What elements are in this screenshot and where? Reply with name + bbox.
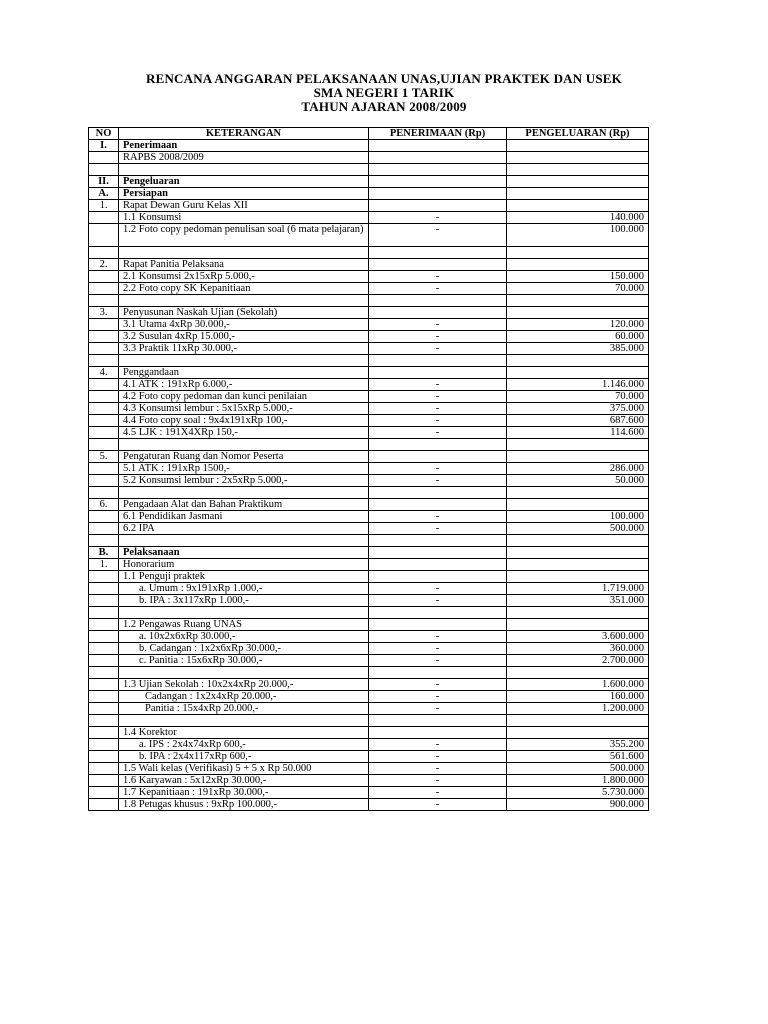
- pengeluaran-cell: 360.000: [507, 643, 649, 655]
- keterangan-cell: Penggandaan: [119, 367, 369, 379]
- table-row: [89, 691, 649, 703]
- pengeluaran-cell: [507, 451, 649, 463]
- table-row: [89, 439, 649, 451]
- pengeluaran-cell: 561.600: [507, 751, 649, 763]
- no-cell: [89, 739, 119, 751]
- pengeluaran-cell: 100.000: [507, 224, 649, 247]
- keterangan-cell: 4.5 LJK : 191X4XRp 150,-: [119, 427, 369, 439]
- table-row: [89, 463, 649, 475]
- keterangan-cell: b. Cadangan : 1x2x6xRp 30.000,-: [119, 643, 369, 655]
- pengeluaran-cell: 140.000: [507, 212, 649, 224]
- no-cell: [89, 463, 119, 475]
- keterangan-cell: Pelaksanaan: [119, 547, 369, 559]
- no-cell: [89, 475, 119, 487]
- table-row: [89, 571, 649, 583]
- pengeluaran-cell: 70.000: [507, 391, 649, 403]
- keterangan-cell: Honorarium: [119, 559, 369, 571]
- no-cell: [89, 331, 119, 343]
- pengeluaran-cell: [507, 307, 649, 319]
- penerimaan-cell: -: [369, 271, 507, 283]
- penerimaan-cell: -: [369, 655, 507, 667]
- penerimaan-cell: -: [369, 631, 507, 643]
- table-row: [89, 319, 649, 331]
- penerimaan-cell: -: [369, 463, 507, 475]
- table-row: [89, 295, 649, 307]
- header-penerimaan: PENERIMAAN (Rp): [369, 128, 507, 140]
- pengeluaran-cell: 900.000: [507, 799, 649, 811]
- keterangan-cell: 5.1 ATK : 191xRp 1500,-: [119, 463, 369, 475]
- keterangan-cell: c. Panitia : 15x6xRp 30.000,-: [119, 655, 369, 667]
- pengeluaran-cell: 70.000: [507, 283, 649, 295]
- pengeluaran-cell: [507, 152, 649, 164]
- pengeluaran-cell: 50.000: [507, 475, 649, 487]
- penerimaan-cell: [369, 188, 507, 200]
- table-row: [89, 403, 649, 415]
- no-cell: I.: [89, 140, 119, 152]
- table-row: [89, 451, 649, 463]
- table-row: [89, 391, 649, 403]
- pengeluaran-cell: [507, 571, 649, 583]
- penerimaan-cell: -: [369, 212, 507, 224]
- penerimaan-cell: [369, 200, 507, 212]
- penerimaan-cell: [369, 619, 507, 631]
- table-header-row: [89, 128, 649, 140]
- header-no: NO: [89, 128, 119, 140]
- no-cell: [89, 487, 119, 499]
- keterangan-cell: [119, 607, 369, 619]
- no-cell: [89, 247, 119, 259]
- pengeluaran-cell: [507, 619, 649, 631]
- keterangan-cell: 1.4 Korektor: [119, 727, 369, 739]
- penerimaan-cell: [369, 571, 507, 583]
- table-row: [89, 703, 649, 715]
- penerimaan-cell: [369, 140, 507, 152]
- keterangan-cell: [119, 164, 369, 176]
- pengeluaran-cell: 5.730.000: [507, 787, 649, 799]
- pengeluaran-cell: [507, 559, 649, 571]
- pengeluaran-cell: [507, 727, 649, 739]
- pengeluaran-cell: 150.000: [507, 271, 649, 283]
- keterangan-cell: [119, 295, 369, 307]
- penerimaan-cell: -: [369, 751, 507, 763]
- pengeluaran-cell: [507, 367, 649, 379]
- table-row: [89, 247, 649, 259]
- penerimaan-cell: [369, 499, 507, 511]
- pengeluaran-cell: 687.600: [507, 415, 649, 427]
- no-cell: 4.: [89, 367, 119, 379]
- table-row: [89, 475, 649, 487]
- penerimaan-cell: -: [369, 319, 507, 331]
- table-row: [89, 355, 649, 367]
- penerimaan-cell: [369, 259, 507, 271]
- keterangan-cell: 1.1 Konsumsi: [119, 212, 369, 224]
- keterangan-cell: 4.4 Foto copy soal : 9x4x191xRp 100,-: [119, 415, 369, 427]
- table-row: [89, 727, 649, 739]
- pengeluaran-cell: 1.800.000: [507, 775, 649, 787]
- no-cell: 5.: [89, 451, 119, 463]
- keterangan-cell: 4.2 Foto copy pedoman dan kunci penilaian: [119, 391, 369, 403]
- keterangan-cell: 5.2 Konsumsi lembur : 2x5xRp 5.000,-: [119, 475, 369, 487]
- keterangan-cell: Rapat Panitia Pelaksana: [119, 259, 369, 271]
- no-cell: [89, 727, 119, 739]
- table-row: [89, 427, 649, 439]
- keterangan-cell: Pengadaan Alat dan Bahan Praktikum: [119, 499, 369, 511]
- keterangan-cell: 3.2 Susulan 4xRp 15.000,-: [119, 331, 369, 343]
- pengeluaran-cell: 351.000: [507, 595, 649, 607]
- no-cell: [89, 571, 119, 583]
- pengeluaran-cell: [507, 487, 649, 499]
- budget-table: [88, 127, 649, 811]
- table-row: [89, 631, 649, 643]
- table-row: [89, 307, 649, 319]
- table-row: [89, 523, 649, 535]
- header-keterangan: KETERANGAN: [119, 128, 369, 140]
- pengeluaran-cell: 100.000: [507, 511, 649, 523]
- no-cell: II.: [89, 176, 119, 188]
- table-row: [89, 200, 649, 212]
- penerimaan-cell: -: [369, 799, 507, 811]
- no-cell: [89, 164, 119, 176]
- keterangan-cell: [119, 487, 369, 499]
- keterangan-cell: 1.2 Pengawas Ruang UNAS: [119, 619, 369, 631]
- pengeluaran-cell: 2.700.000: [507, 655, 649, 667]
- header-pengeluaran: PENGELUARAN (Rp): [507, 128, 649, 140]
- penerimaan-cell: -: [369, 343, 507, 355]
- keterangan-cell: 2.1 Konsumsi 2x15xRp 5.000,-: [119, 271, 369, 283]
- keterangan-cell: [119, 535, 369, 547]
- no-cell: [89, 283, 119, 295]
- keterangan-cell: [119, 715, 369, 727]
- table-row: [89, 535, 649, 547]
- keterangan-cell: a. Umum : 9x191xRp 1.000,-: [119, 583, 369, 595]
- table-row: [89, 212, 649, 224]
- keterangan-cell: Persiapan: [119, 188, 369, 200]
- table-row: [89, 415, 649, 427]
- keterangan-cell: 1.2 Foto copy pedoman penulisan soal (6 mata pelajaran): [119, 224, 369, 247]
- keterangan-cell: Pengaturan Ruang dan Nomor Peserta: [119, 451, 369, 463]
- penerimaan-cell: -: [369, 595, 507, 607]
- pengeluaran-cell: [507, 355, 649, 367]
- penerimaan-cell: -: [369, 583, 507, 595]
- keterangan-cell: 1.7 Kepanitiaan : 191xRp 30.000,-: [119, 787, 369, 799]
- no-cell: 2.: [89, 259, 119, 271]
- pengeluaran-cell: 114.600: [507, 427, 649, 439]
- penerimaan-cell: -: [369, 703, 507, 715]
- penerimaan-cell: [369, 247, 507, 259]
- keterangan-cell: [119, 439, 369, 451]
- table-row: [89, 283, 649, 295]
- keterangan-cell: 4.1 ATK : 191xRp 6.000,-: [119, 379, 369, 391]
- keterangan-cell: 3.1 Utama 4xRp 30.000,-: [119, 319, 369, 331]
- table-row: [89, 715, 649, 727]
- table-row: [89, 343, 649, 355]
- keterangan-cell: Penyusunan Naskah Ujian (Sekolah): [119, 307, 369, 319]
- no-cell: [89, 667, 119, 679]
- no-cell: [89, 595, 119, 607]
- keterangan-cell: 1.3 Ujian Sekolah : 10x2x4xRp 20.000,-: [119, 679, 369, 691]
- no-cell: [89, 799, 119, 811]
- keterangan-cell: RAPBS 2008/2009: [119, 152, 369, 164]
- penerimaan-cell: [369, 547, 507, 559]
- penerimaan-cell: -: [369, 379, 507, 391]
- table-row: [89, 224, 649, 247]
- table-row: [89, 559, 649, 571]
- keterangan-cell: 1.1 Penguji praktek: [119, 571, 369, 583]
- keterangan-cell: Panitia : 15x4xRp 20.000,-: [119, 703, 369, 715]
- table-row: [89, 367, 649, 379]
- no-cell: [89, 212, 119, 224]
- penerimaan-cell: [369, 439, 507, 451]
- no-cell: [89, 379, 119, 391]
- no-cell: [89, 391, 119, 403]
- pengeluaran-cell: [507, 499, 649, 511]
- pengeluaran-cell: [507, 715, 649, 727]
- no-cell: [89, 295, 119, 307]
- keterangan-cell: a. 10x2x6xRp 30.000,-: [119, 631, 369, 643]
- penerimaan-cell: -: [369, 224, 507, 247]
- penerimaan-cell: [369, 715, 507, 727]
- no-cell: [89, 691, 119, 703]
- penerimaan-cell: [369, 559, 507, 571]
- keterangan-cell: 3.3 Praktik 11xRp 30.000,-: [119, 343, 369, 355]
- no-cell: [89, 355, 119, 367]
- pengeluaran-cell: [507, 667, 649, 679]
- penerimaan-cell: -: [369, 763, 507, 775]
- keterangan-cell: a. IPS : 2x4x74xRp 600,-: [119, 739, 369, 751]
- penerimaan-cell: [369, 295, 507, 307]
- pengeluaran-cell: 500.000: [507, 763, 649, 775]
- table-row: [89, 763, 649, 775]
- pengeluaran-cell: [507, 547, 649, 559]
- pengeluaran-cell: 120.000: [507, 319, 649, 331]
- keterangan-cell: Rapat Dewan Guru Kelas XII: [119, 200, 369, 212]
- pengeluaran-cell: [507, 607, 649, 619]
- no-cell: [89, 775, 119, 787]
- pengeluaran-cell: [507, 535, 649, 547]
- penerimaan-cell: [369, 667, 507, 679]
- penerimaan-cell: -: [369, 643, 507, 655]
- penerimaan-cell: [369, 307, 507, 319]
- title-line-3: TAHUN AJARAN 2008/2009: [301, 99, 467, 114]
- no-cell: [89, 619, 119, 631]
- keterangan-cell: [119, 355, 369, 367]
- no-cell: 1.: [89, 200, 119, 212]
- penerimaan-cell: [369, 164, 507, 176]
- penerimaan-cell: -: [369, 523, 507, 535]
- no-cell: [89, 787, 119, 799]
- table-row: [89, 547, 649, 559]
- no-cell: [89, 643, 119, 655]
- penerimaan-cell: -: [369, 739, 507, 751]
- keterangan-cell: Penerimaan: [119, 140, 369, 152]
- penerimaan-cell: -: [369, 787, 507, 799]
- pengeluaran-cell: [507, 259, 649, 271]
- pengeluaran-cell: 160.000: [507, 691, 649, 703]
- document-title: [0, 72, 768, 114]
- no-cell: [89, 751, 119, 763]
- table-row: [89, 331, 649, 343]
- penerimaan-cell: -: [369, 511, 507, 523]
- keterangan-cell: Pengeluaran: [119, 176, 369, 188]
- pengeluaran-cell: 1.200.000: [507, 703, 649, 715]
- no-cell: [89, 439, 119, 451]
- no-cell: [89, 655, 119, 667]
- pengeluaran-cell: 1.719.000: [507, 583, 649, 595]
- no-cell: [89, 152, 119, 164]
- no-cell: [89, 607, 119, 619]
- pengeluaran-cell: 3.600.000: [507, 631, 649, 643]
- no-cell: B.: [89, 547, 119, 559]
- penerimaan-cell: -: [369, 415, 507, 427]
- no-cell: [89, 679, 119, 691]
- table-row: [89, 487, 649, 499]
- table-row: [89, 259, 649, 271]
- pengeluaran-cell: [507, 247, 649, 259]
- penerimaan-cell: [369, 607, 507, 619]
- keterangan-cell: b. IPA : 2x4x117xRp 600,-: [119, 751, 369, 763]
- pengeluaran-cell: 60.000: [507, 331, 649, 343]
- penerimaan-cell: -: [369, 475, 507, 487]
- table-row: [89, 140, 649, 152]
- no-cell: [89, 427, 119, 439]
- table-row: [89, 583, 649, 595]
- penerimaan-cell: [369, 367, 507, 379]
- no-cell: [89, 535, 119, 547]
- pengeluaran-cell: [507, 200, 649, 212]
- pengeluaran-cell: [507, 188, 649, 200]
- no-cell: 1.: [89, 559, 119, 571]
- pengeluaran-cell: [507, 295, 649, 307]
- penerimaan-cell: -: [369, 403, 507, 415]
- keterangan-cell: [119, 667, 369, 679]
- penerimaan-cell: [369, 487, 507, 499]
- title-line-1: RENCANA ANGGARAN PELAKSANAAN UNAS,UJIAN PRAKTEK DAN USEK: [146, 71, 622, 86]
- pengeluaran-cell: [507, 176, 649, 188]
- pengeluaran-cell: [507, 140, 649, 152]
- keterangan-cell: Cadangan : 1x2x4xRp 20.000,-: [119, 691, 369, 703]
- pengeluaran-cell: [507, 439, 649, 451]
- pengeluaran-cell: [507, 164, 649, 176]
- keterangan-cell: 6.1 Pendidikan Jasmani: [119, 511, 369, 523]
- pengeluaran-cell: 1.146.000: [507, 379, 649, 391]
- table-row: [89, 152, 649, 164]
- table-row: [89, 643, 649, 655]
- pengeluaran-cell: 286.000: [507, 463, 649, 475]
- no-cell: [89, 523, 119, 535]
- no-cell: [89, 583, 119, 595]
- no-cell: [89, 715, 119, 727]
- table-row: [89, 188, 649, 200]
- no-cell: 6.: [89, 499, 119, 511]
- keterangan-cell: 1.5 Wali kelas (Verifikasi) 5 + 5 x Rp 50.000: [119, 763, 369, 775]
- pengeluaran-cell: 385.000: [507, 343, 649, 355]
- table-row: [89, 164, 649, 176]
- table-row: [89, 499, 649, 511]
- penerimaan-cell: [369, 355, 507, 367]
- no-cell: [89, 763, 119, 775]
- penerimaan-cell: -: [369, 691, 507, 703]
- no-cell: [89, 415, 119, 427]
- keterangan-cell: 1.8 Petugas khusus : 9xRp 100.000,-: [119, 799, 369, 811]
- penerimaan-cell: [369, 176, 507, 188]
- no-cell: [89, 631, 119, 643]
- table-body: [89, 140, 649, 811]
- pengeluaran-cell: 500.000: [507, 523, 649, 535]
- table-row: [89, 655, 649, 667]
- table-row: [89, 511, 649, 523]
- table-row: [89, 667, 649, 679]
- table-row: [89, 595, 649, 607]
- keterangan-cell: 4.3 Konsumsi lembur : 5x15xRp 5.000,-: [119, 403, 369, 415]
- keterangan-cell: [119, 247, 369, 259]
- no-cell: [89, 271, 119, 283]
- keterangan-cell: 1.6 Karyawan : 5x12xRp 30.000,-: [119, 775, 369, 787]
- no-cell: 3.: [89, 307, 119, 319]
- penerimaan-cell: [369, 152, 507, 164]
- table-row: [89, 379, 649, 391]
- no-cell: [89, 703, 119, 715]
- table-row: [89, 775, 649, 787]
- penerimaan-cell: -: [369, 283, 507, 295]
- keterangan-cell: 6.2 IPA: [119, 523, 369, 535]
- table-row: [89, 751, 649, 763]
- table-row: [89, 679, 649, 691]
- table-row: [89, 739, 649, 751]
- table-row: [89, 787, 649, 799]
- table-row: [89, 619, 649, 631]
- pengeluaran-cell: 1.600.000: [507, 679, 649, 691]
- penerimaan-cell: [369, 535, 507, 547]
- no-cell: [89, 343, 119, 355]
- penerimaan-cell: -: [369, 391, 507, 403]
- table-row: [89, 799, 649, 811]
- keterangan-cell: b. IPA : 3x117xRp 1.000,-: [119, 595, 369, 607]
- penerimaan-cell: -: [369, 679, 507, 691]
- table-row: [89, 176, 649, 188]
- table-row: [89, 271, 649, 283]
- pengeluaran-cell: 375.000: [507, 403, 649, 415]
- no-cell: [89, 224, 119, 247]
- no-cell: [89, 511, 119, 523]
- table-row: [89, 607, 649, 619]
- no-cell: [89, 319, 119, 331]
- pengeluaran-cell: 355.200: [507, 739, 649, 751]
- title-line-2: SMA NEGERI 1 TARIK: [313, 85, 455, 100]
- no-cell: [89, 403, 119, 415]
- no-cell: A.: [89, 188, 119, 200]
- keterangan-cell: 2.2 Foto copy SK Kepanitiaan: [119, 283, 369, 295]
- penerimaan-cell: -: [369, 775, 507, 787]
- penerimaan-cell: -: [369, 427, 507, 439]
- penerimaan-cell: [369, 727, 507, 739]
- penerimaan-cell: -: [369, 331, 507, 343]
- penerimaan-cell: [369, 451, 507, 463]
